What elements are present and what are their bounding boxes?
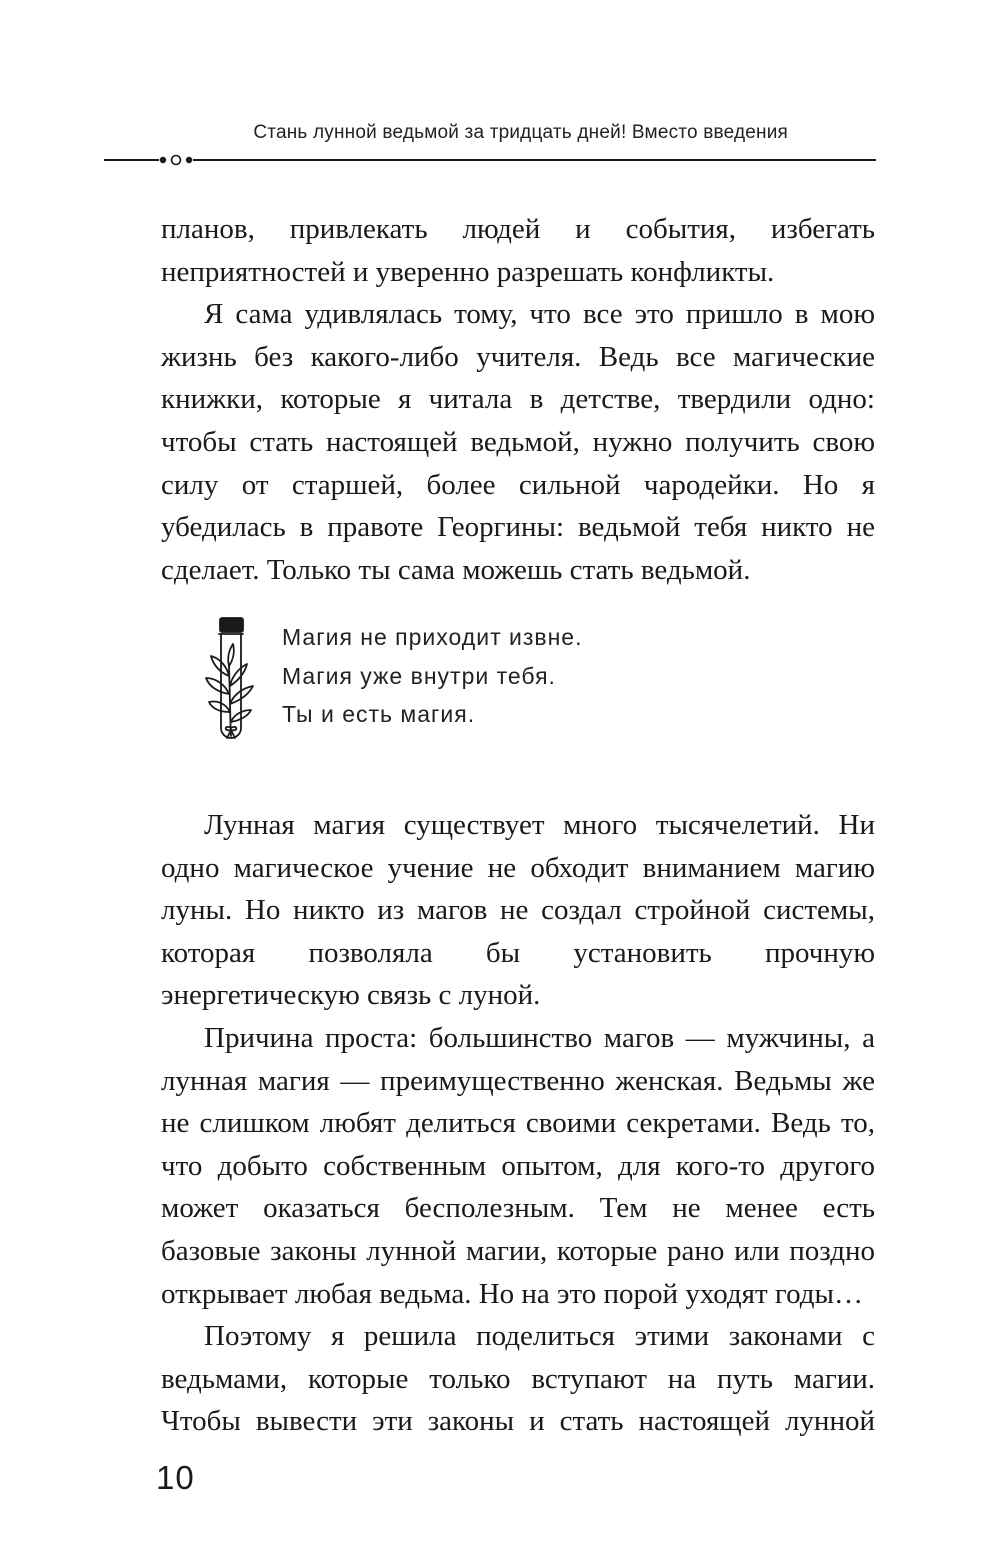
herb-bottle-icon (203, 616, 259, 750)
paragraph: Я сама удивлялась тому, что все это пришло в мою жизнь без какого-либо учителя. Ведь все магические книжки, которые я читала в детстве, твердили одно: чтобы стать настоящей ведьмой, нужно получить свою силу от старшей, более сильной чародейки. Но я убедилась в правоте Георгины: ведьмой тебя никто не сделает. Только ты сама можешь стать ведьмой. (161, 298, 875, 586)
quote-lines (282, 618, 582, 734)
paragraph: Поэтому я решила поделиться этими законами с ведьмами, которые только вступают на путь магии. Чтобы вывести эти законы и стать настоящей лунной (161, 1320, 875, 1438)
paragraph: Лунная магия существует много тысячелетий. Ни одно магическое учение не обходит вниманием магию луны. Но никто из магов не создал стройной системы, которая позволяла бы установить прочную энергетическую связь с луной. (161, 809, 875, 1012)
page-number: 10 (156, 1459, 195, 1496)
quote-line: Магия не приходит извне. (282, 624, 583, 650)
running-title: Стань лунной ведьмой за тридцать дней! Вместо введения (253, 122, 788, 143)
quote-line: Магия уже внутри тебя. (282, 662, 556, 689)
quote-line: Ты и есть магия. (282, 701, 476, 727)
epigraph-quote (203, 612, 803, 752)
header-rule (104, 150, 876, 170)
text-block-bottom (161, 804, 875, 1443)
paragraph: планов, привлекать людей и события, избегать неприятностей и уверенно разрешать конфликты. (161, 213, 875, 288)
text-block-top (161, 208, 875, 591)
paragraph: Причина проста: большинство магов — мужчины, а лунная магия — преимущественно женская. Ведьмы же не слишком любят делиться своими секретами. Ведь то, что добыто собственным опытом, для кого-то другого может оказаться бесполезным. Тем не менее есть базовые законы лунной магии, которые рано или поздно открывает любая ведьма. Но на это порой уходят годы… (161, 1021, 875, 1310)
ornament-rule-icon (104, 150, 876, 170)
